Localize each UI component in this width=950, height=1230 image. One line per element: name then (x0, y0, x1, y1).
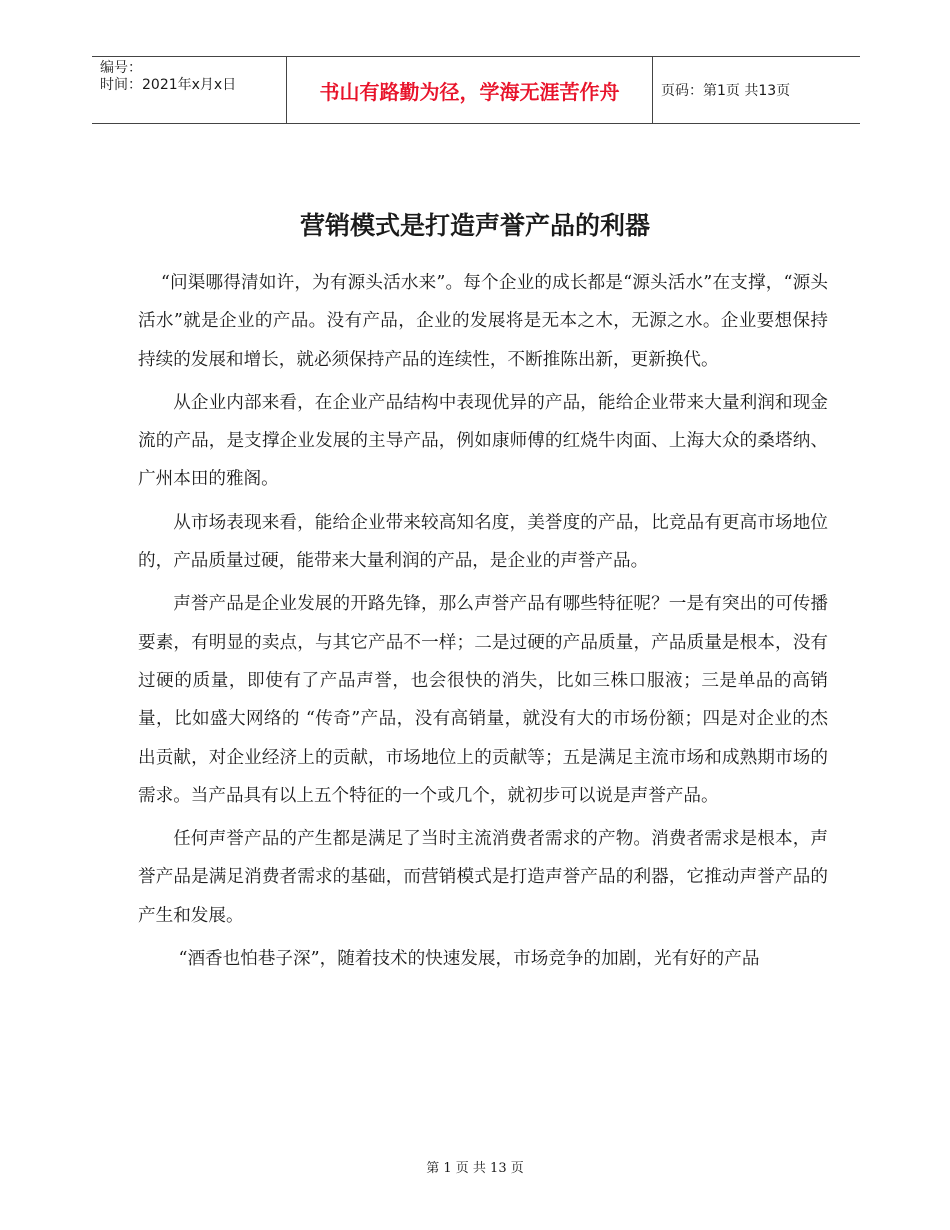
number-label: 编号： (100, 60, 142, 76)
time-label: 时间：2021年x月x日 (100, 77, 237, 93)
header-meta (92, 57, 287, 123)
paragraph: “酒香也怕巷子深”，随着技术的快速发展，市场竞争的加剧，光有好的产品 (178, 949, 760, 970)
document-title: 营销模式是打造声誉产品的利器 (299, 211, 650, 240)
paragraph: 从企业内部来看，在企业产品结构中表现优异的产品，能给企业带来大量利润和现金流的产品，是支撑企业发展的主导产品，例如康师傅的红烧牛肉面、上海大众的桑塔纳、广州本田的雅阁。 (138, 392, 828, 490)
page-footer: 第 1 页 共 13 页 (426, 1161, 524, 1176)
page-header (92, 56, 860, 124)
header-page-info: 页码：第1页 共13页 (661, 83, 791, 99)
paragraph: 任何声誉产品的产生都是满足了当时主流消费者需求的产物。消费者需求是根本，声誉产品是满足消费者需求的基础，而营销模式是打造声誉产品的利器，它推动声誉产品的产生和发展。 (138, 829, 828, 926)
document-body (138, 264, 828, 983)
paragraph: “问渠哪得清如许，为有源头活水来”。每个企业的成长都是“源头活水”在支撑，“源头活水”就是企业的产品。没有产品，企业的发展将是无本之木，无源之水。企业要想保持持续的发展和增长，就必须保持产品的连续性，不断推陈出新，更新换代。 (138, 273, 828, 370)
header-slogan: 书山有路勤为径，学海无涯苦作舟 (287, 57, 653, 123)
paragraph: 从市场表现来看，能给企业带来较高知名度，美誉度的产品，比竞品有更高市场地位的，产品质量过硬，能带来大量利润的产品，是企业的声誉产品。 (138, 512, 828, 572)
paragraph: 声誉产品是企业发展的开路先锋，那么声誉产品有哪些特征呢？一是有突出的可传播要素，有明显的卖点，与其它产品不一样；二是过硬的产品质量，产品质量是根本，没有过硬的质量，即使有了产品声誉，也会很快的消失，比如三株口服液；三是单品的高销量，比如盛大网络的 “传奇”产品，没有高销量，就没有大的市场份额；四是对企业的杰出贡献，对企业经济上的贡献，市场地位上的贡献等；五是满足主流市场和成熟期市场的需求。当产品具有以上五个特征的一个或几个，就初步可以说是声誉产品。 (138, 594, 828, 806)
